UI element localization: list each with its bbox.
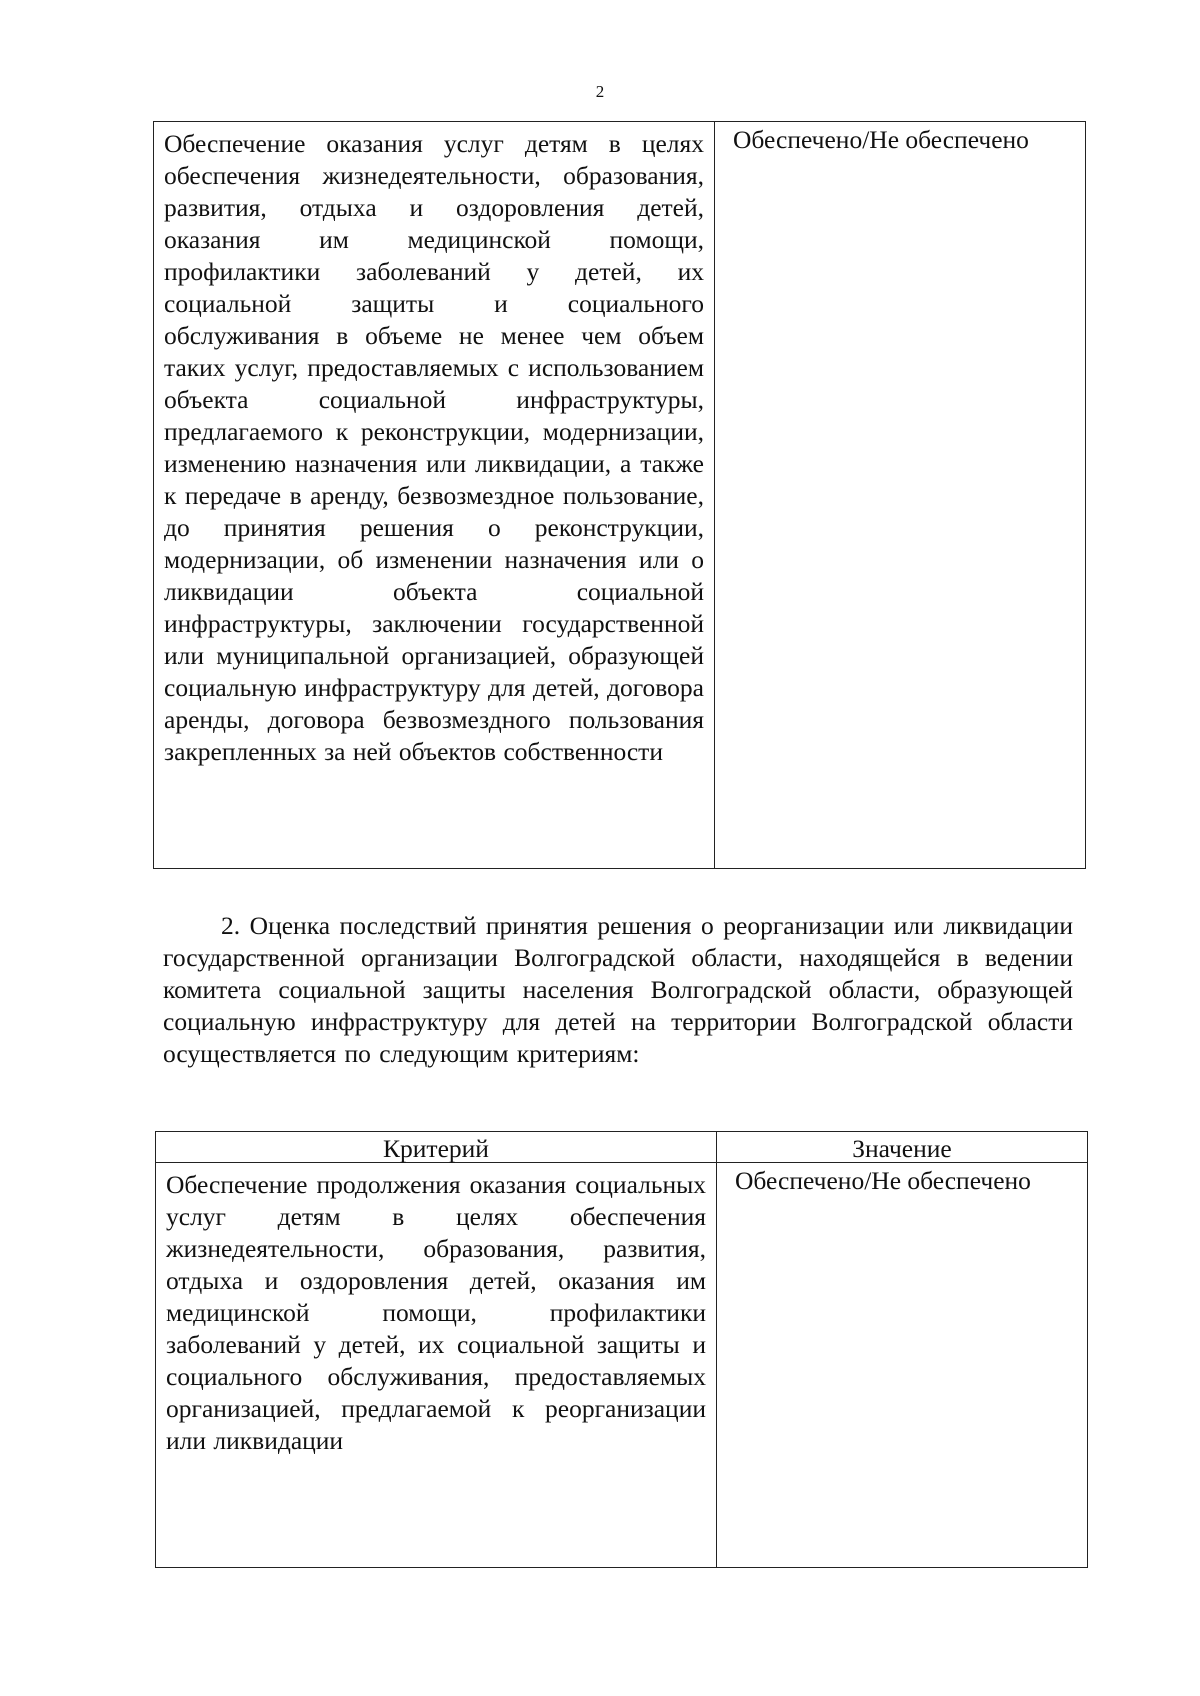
criterion-text: Обеспечение продолжения оказания социальных услуг детям в целях обеспечения жизнедеятельности, образования, развития, отдыха и оздоровления детей, оказания им медицинской помощи, профилактики заболеваний у детей, их социальной защиты и социального обслуживания, предоставляемых организацией, предлагаемой к реорганизации или ликвидации	[166, 1170, 706, 1455]
table-row	[156, 1163, 1088, 1568]
table-row	[154, 122, 1086, 869]
criteria-table-continued	[153, 121, 1086, 869]
value-cell	[717, 1163, 1088, 1568]
header-criterion-label: Критерий	[383, 1134, 489, 1163]
table-header-row	[156, 1132, 1088, 1163]
criterion-cell	[154, 122, 715, 869]
value-cell	[715, 122, 1086, 869]
column-header-value	[717, 1132, 1088, 1163]
column-header-criterion	[156, 1132, 717, 1163]
section-2-paragraph: 2. Оценка последствий принятия решения о реорганизации или ликвидации государственной организации Волгоградской области, находящейся в ведении комитета социальной защиты населения Волгоградской области, образующей социальную инфраструктуру для детей на территории Волгоградской области осуществляется по следующим критериям:	[163, 911, 1073, 1068]
value-text: Обеспечено/Не обеспечено	[735, 1166, 1031, 1195]
criterion-text: Обеспечение оказания услуг детям в целях обеспечения жизнедеятельности, образования, развития, отдыха и оздоровления детей, оказания им медицинской помощи, профилактики заболеваний у детей, их социальной защиты и социального обслуживания в объеме не менее чем объем таких услуг, предоставляемых с использованием объекта социальной инфраструктуры, предлагаемого к реконструкции, модернизации, изменению назначения или ликвидации, а также к передаче в аренду, безвозмездное пользование, до принятия решения о реконструкции, модернизации, об изменении назначения или о ликвидации объекта социальной инфраструктуры, заключении государственной или муниципальной организацией, образующей социальную инфраструктуру для детей, договора аренды, договора безвозмездного пользования закрепленных за ней объектов собственности	[164, 129, 704, 766]
header-value-label: Значение	[852, 1134, 952, 1163]
criteria-table	[155, 1131, 1088, 1568]
page-number: 2	[595, 82, 605, 101]
value-text: Обеспечено/Не обеспечено	[733, 125, 1029, 154]
criterion-cell	[156, 1163, 717, 1568]
